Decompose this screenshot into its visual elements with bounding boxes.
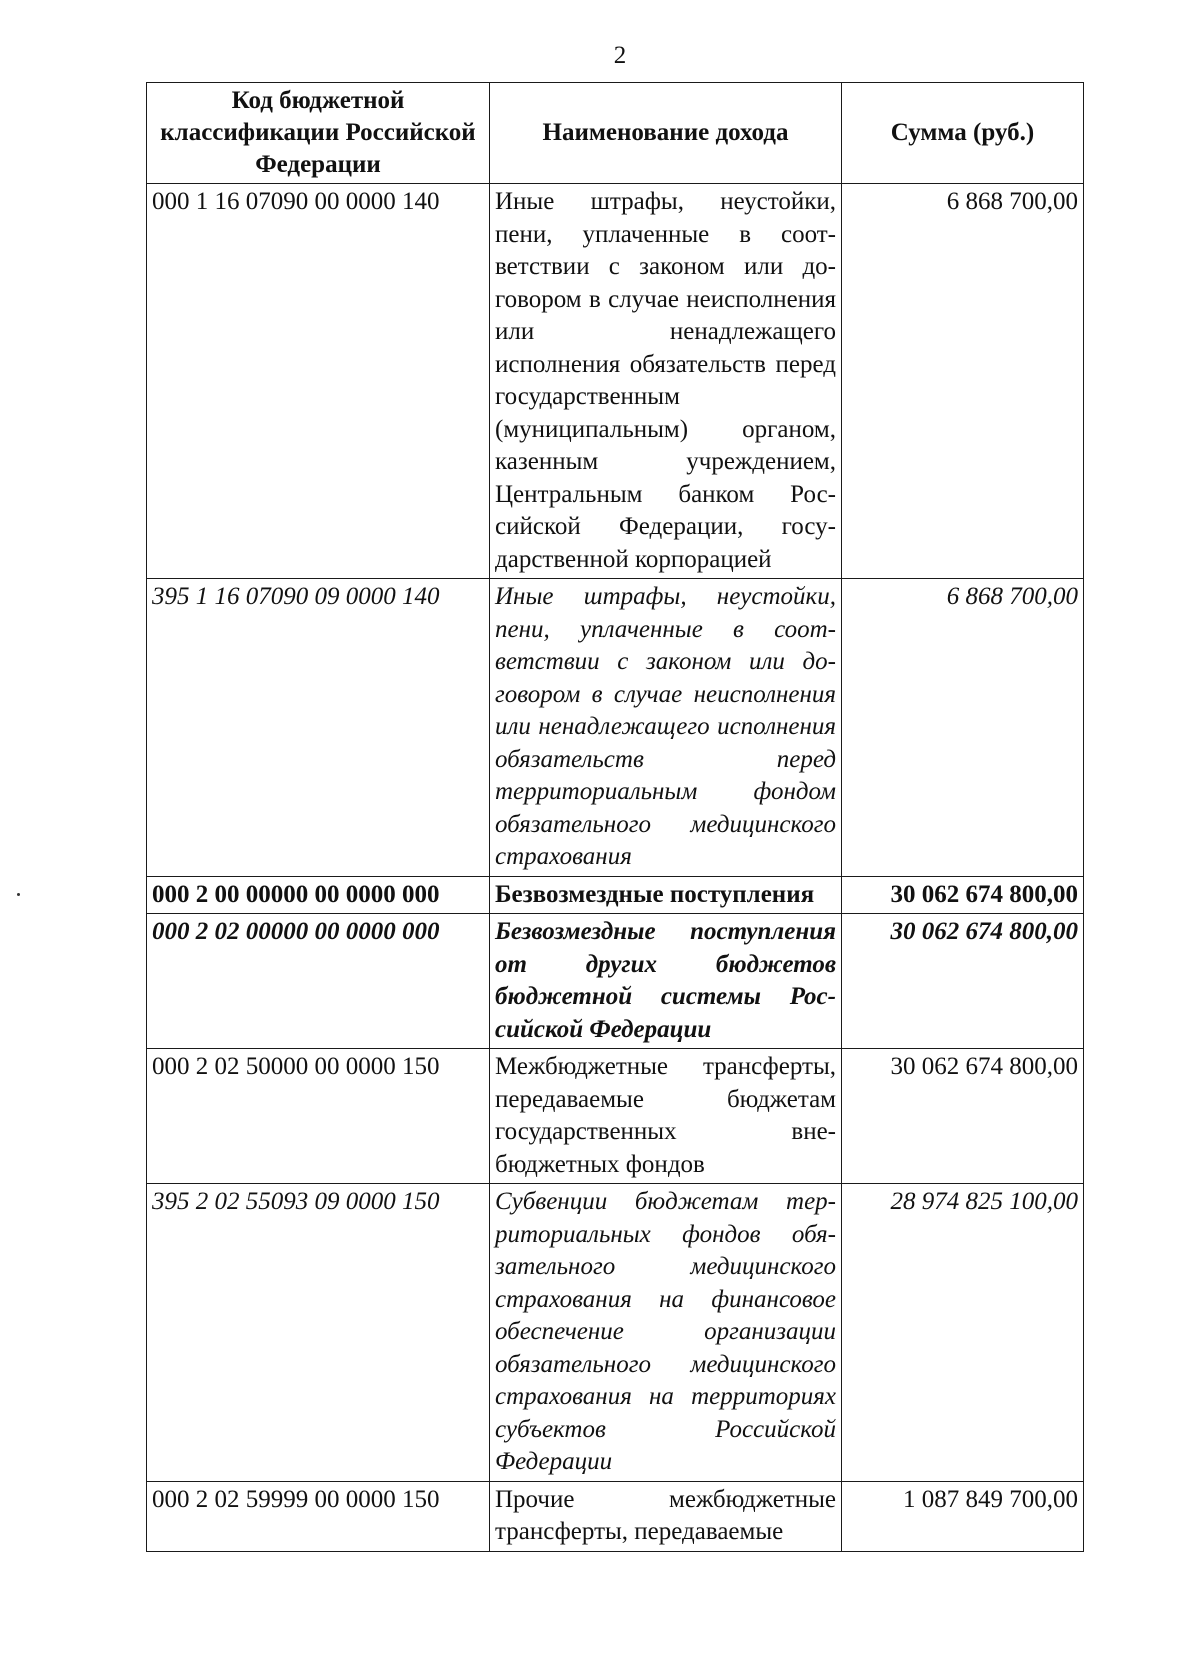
- revenue-name-cell: Субвенции бюджетам территориальных фондов обязательного медицинского страхования на финансовое обеспечение организации обязательного медицинского страхования на территориях субъектов Российской Федерации: [490, 1184, 842, 1482]
- budget-code-cell: 000 2 00 00000 00 0000 000: [147, 876, 490, 914]
- budget-revenue-table: [146, 82, 1084, 1552]
- budget-code-cell: 000 2 02 50000 00 0000 150: [147, 1049, 490, 1184]
- revenue-name-cell: Межбюджетные трансферты, передаваемые бюджетам государственных внебюджетных фондов: [490, 1049, 842, 1184]
- sum-cell: 30 062 674 800,00: [842, 1049, 1084, 1184]
- revenue-name-cell: Прочие межбюджетные трансферты, передаваемые: [490, 1481, 842, 1551]
- table-header-row: [147, 83, 1084, 184]
- sum-cell: 6 868 700,00: [842, 184, 1084, 579]
- sum-cell: 30 062 674 800,00: [842, 876, 1084, 914]
- revenue-name-cell: Безвозмездные поступления: [490, 876, 842, 914]
- table-row: [147, 914, 1084, 1049]
- header-sum: Сумма (руб.): [842, 83, 1084, 184]
- sum-cell: 28 974 825 100,00: [842, 1184, 1084, 1482]
- table-row: [147, 1481, 1084, 1551]
- sum-cell: 1 087 849 700,00: [842, 1481, 1084, 1551]
- header-name: Наименование дохода: [490, 83, 842, 184]
- revenue-name-cell: Иные штрафы, неустойки, пени, уплаченные в соответствии с законом или договором в случае неисполнения или ненадлежащего исполнения обязательств перед территориальным фондом обязательного медицинского страхования: [490, 579, 842, 877]
- page-number: 2: [613, 42, 627, 69]
- table-row: [147, 876, 1084, 914]
- budget-code-cell: 000 2 02 59999 00 0000 150: [147, 1481, 490, 1551]
- budget-code-cell: 000 2 02 00000 00 0000 000: [147, 914, 490, 1049]
- table-row: [147, 184, 1084, 579]
- header-code: Код бюджетной классификации Российской Федерации: [147, 83, 490, 184]
- revenue-name-cell: Безвозмездные поступления от других бюджетов бюджетной системы Российской Федерации: [490, 914, 842, 1049]
- table-row: [147, 579, 1084, 877]
- table-row: [147, 1184, 1084, 1482]
- sum-cell: 6 868 700,00: [842, 579, 1084, 877]
- sum-cell: 30 062 674 800,00: [842, 914, 1084, 1049]
- budget-code-cell: 395 1 16 07090 09 0000 140: [147, 579, 490, 877]
- revenue-name-cell: Иные штрафы, неустойки, пени, уплаченные в соответствии с законом или договором в случае неисполнения или ненадлежащего исполнения обязательств перед государственным (муниципальным) органом, казенным учреждением, Центральным банком Российской Федерации, государственной корпорацией: [490, 184, 842, 579]
- budget-code-cell: 395 2 02 55093 09 0000 150: [147, 1184, 490, 1482]
- budget-code-cell: 000 1 16 07090 00 0000 140: [147, 184, 490, 579]
- scan-speck: [17, 893, 20, 896]
- table-row: [147, 1049, 1084, 1184]
